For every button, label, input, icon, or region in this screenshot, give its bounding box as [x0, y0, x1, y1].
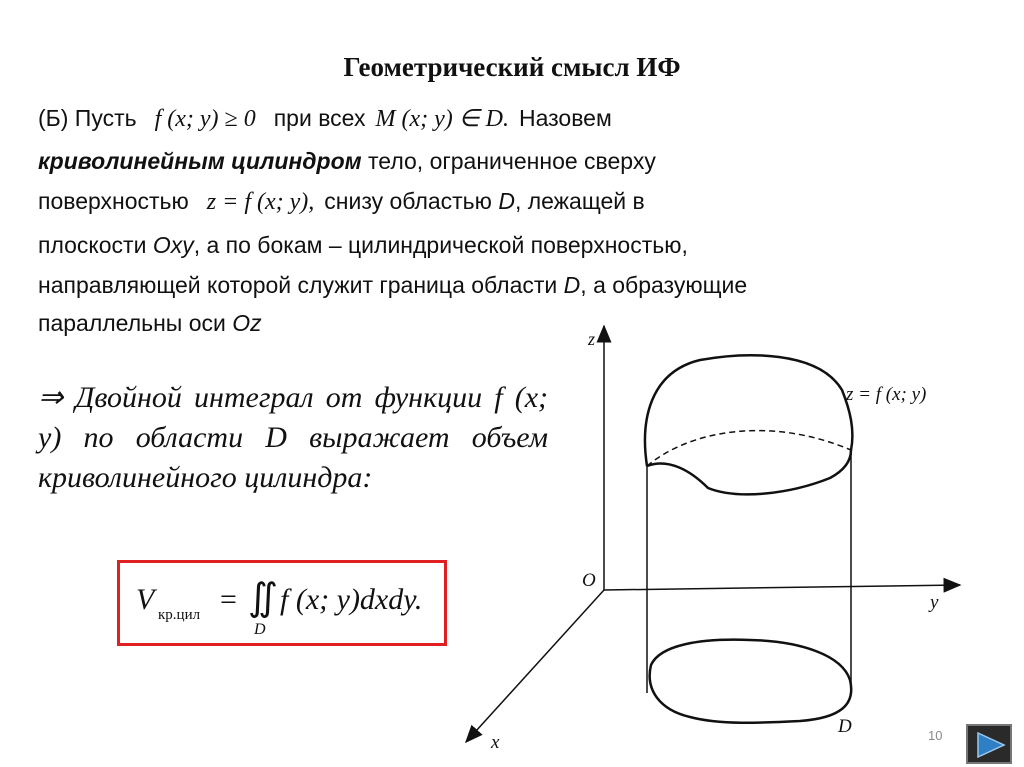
- text: снизу областью: [324, 188, 492, 214]
- text: при всех: [273, 105, 366, 131]
- region-D-boundary: [650, 640, 852, 723]
- z-axis-label: z: [588, 329, 596, 349]
- text: параллельны оси: [38, 310, 226, 336]
- text: Назовем: [518, 105, 612, 131]
- top-surface-dome: [645, 355, 852, 466]
- slide-title: Геометрический смысл ИФ: [343, 52, 681, 82]
- formula-equals: =: [220, 583, 237, 616]
- text: (Б) Пусть: [38, 105, 137, 131]
- text: тело, ограниченное сверху: [361, 148, 656, 174]
- plane-oxy: Oxy: [152, 232, 194, 258]
- y-axis-label: y: [930, 592, 939, 613]
- math-condition: f (x; y) ≥ 0: [154, 106, 256, 132]
- math-surface: z = f (x; y),: [206, 189, 315, 215]
- formula-subscript: кр.цил: [158, 607, 201, 623]
- region-D: D: [498, 188, 515, 214]
- next-slide-button[interactable]: [966, 724, 1012, 764]
- page-number: 10: [928, 728, 943, 743]
- region-label: D: [838, 716, 852, 737]
- double-integral-icon: ∬: [248, 577, 278, 619]
- formula-volume-symbol: V: [136, 583, 155, 616]
- axis-oz: Oz: [232, 310, 262, 336]
- y-axis-line: [604, 585, 960, 590]
- x-axis-line: [466, 590, 604, 742]
- text: направляющей которой служит граница области: [38, 272, 558, 298]
- x-axis-label: x: [491, 732, 500, 753]
- play-next-icon: [974, 731, 1006, 759]
- term-bold: криволинейным цилиндром: [38, 148, 362, 174]
- text: , а по бокам – цилиндрической поверхностью,: [193, 232, 688, 258]
- top-surface-front-edge: [647, 450, 851, 494]
- top-surface-back-edge: [647, 431, 851, 466]
- origin-label: O: [582, 570, 596, 591]
- math-point: M (x; y) ∈ D.: [375, 106, 509, 132]
- surface-label: z = f (x; y): [846, 384, 927, 405]
- text: поверхностью: [38, 188, 189, 214]
- formula-integrand: f (x; y)dxdy.: [280, 583, 423, 616]
- formula-region: D: [254, 621, 266, 638]
- conclusion-text: ⇒ Двойной интеграл от функции f (x; y) по области D выражает объем криволинейного цилиндра:: [38, 381, 548, 494]
- text: , лежащей в: [514, 188, 645, 214]
- text: , а образующие: [580, 272, 748, 298]
- text: плоскости: [38, 232, 147, 258]
- region-D: D: [563, 272, 581, 298]
